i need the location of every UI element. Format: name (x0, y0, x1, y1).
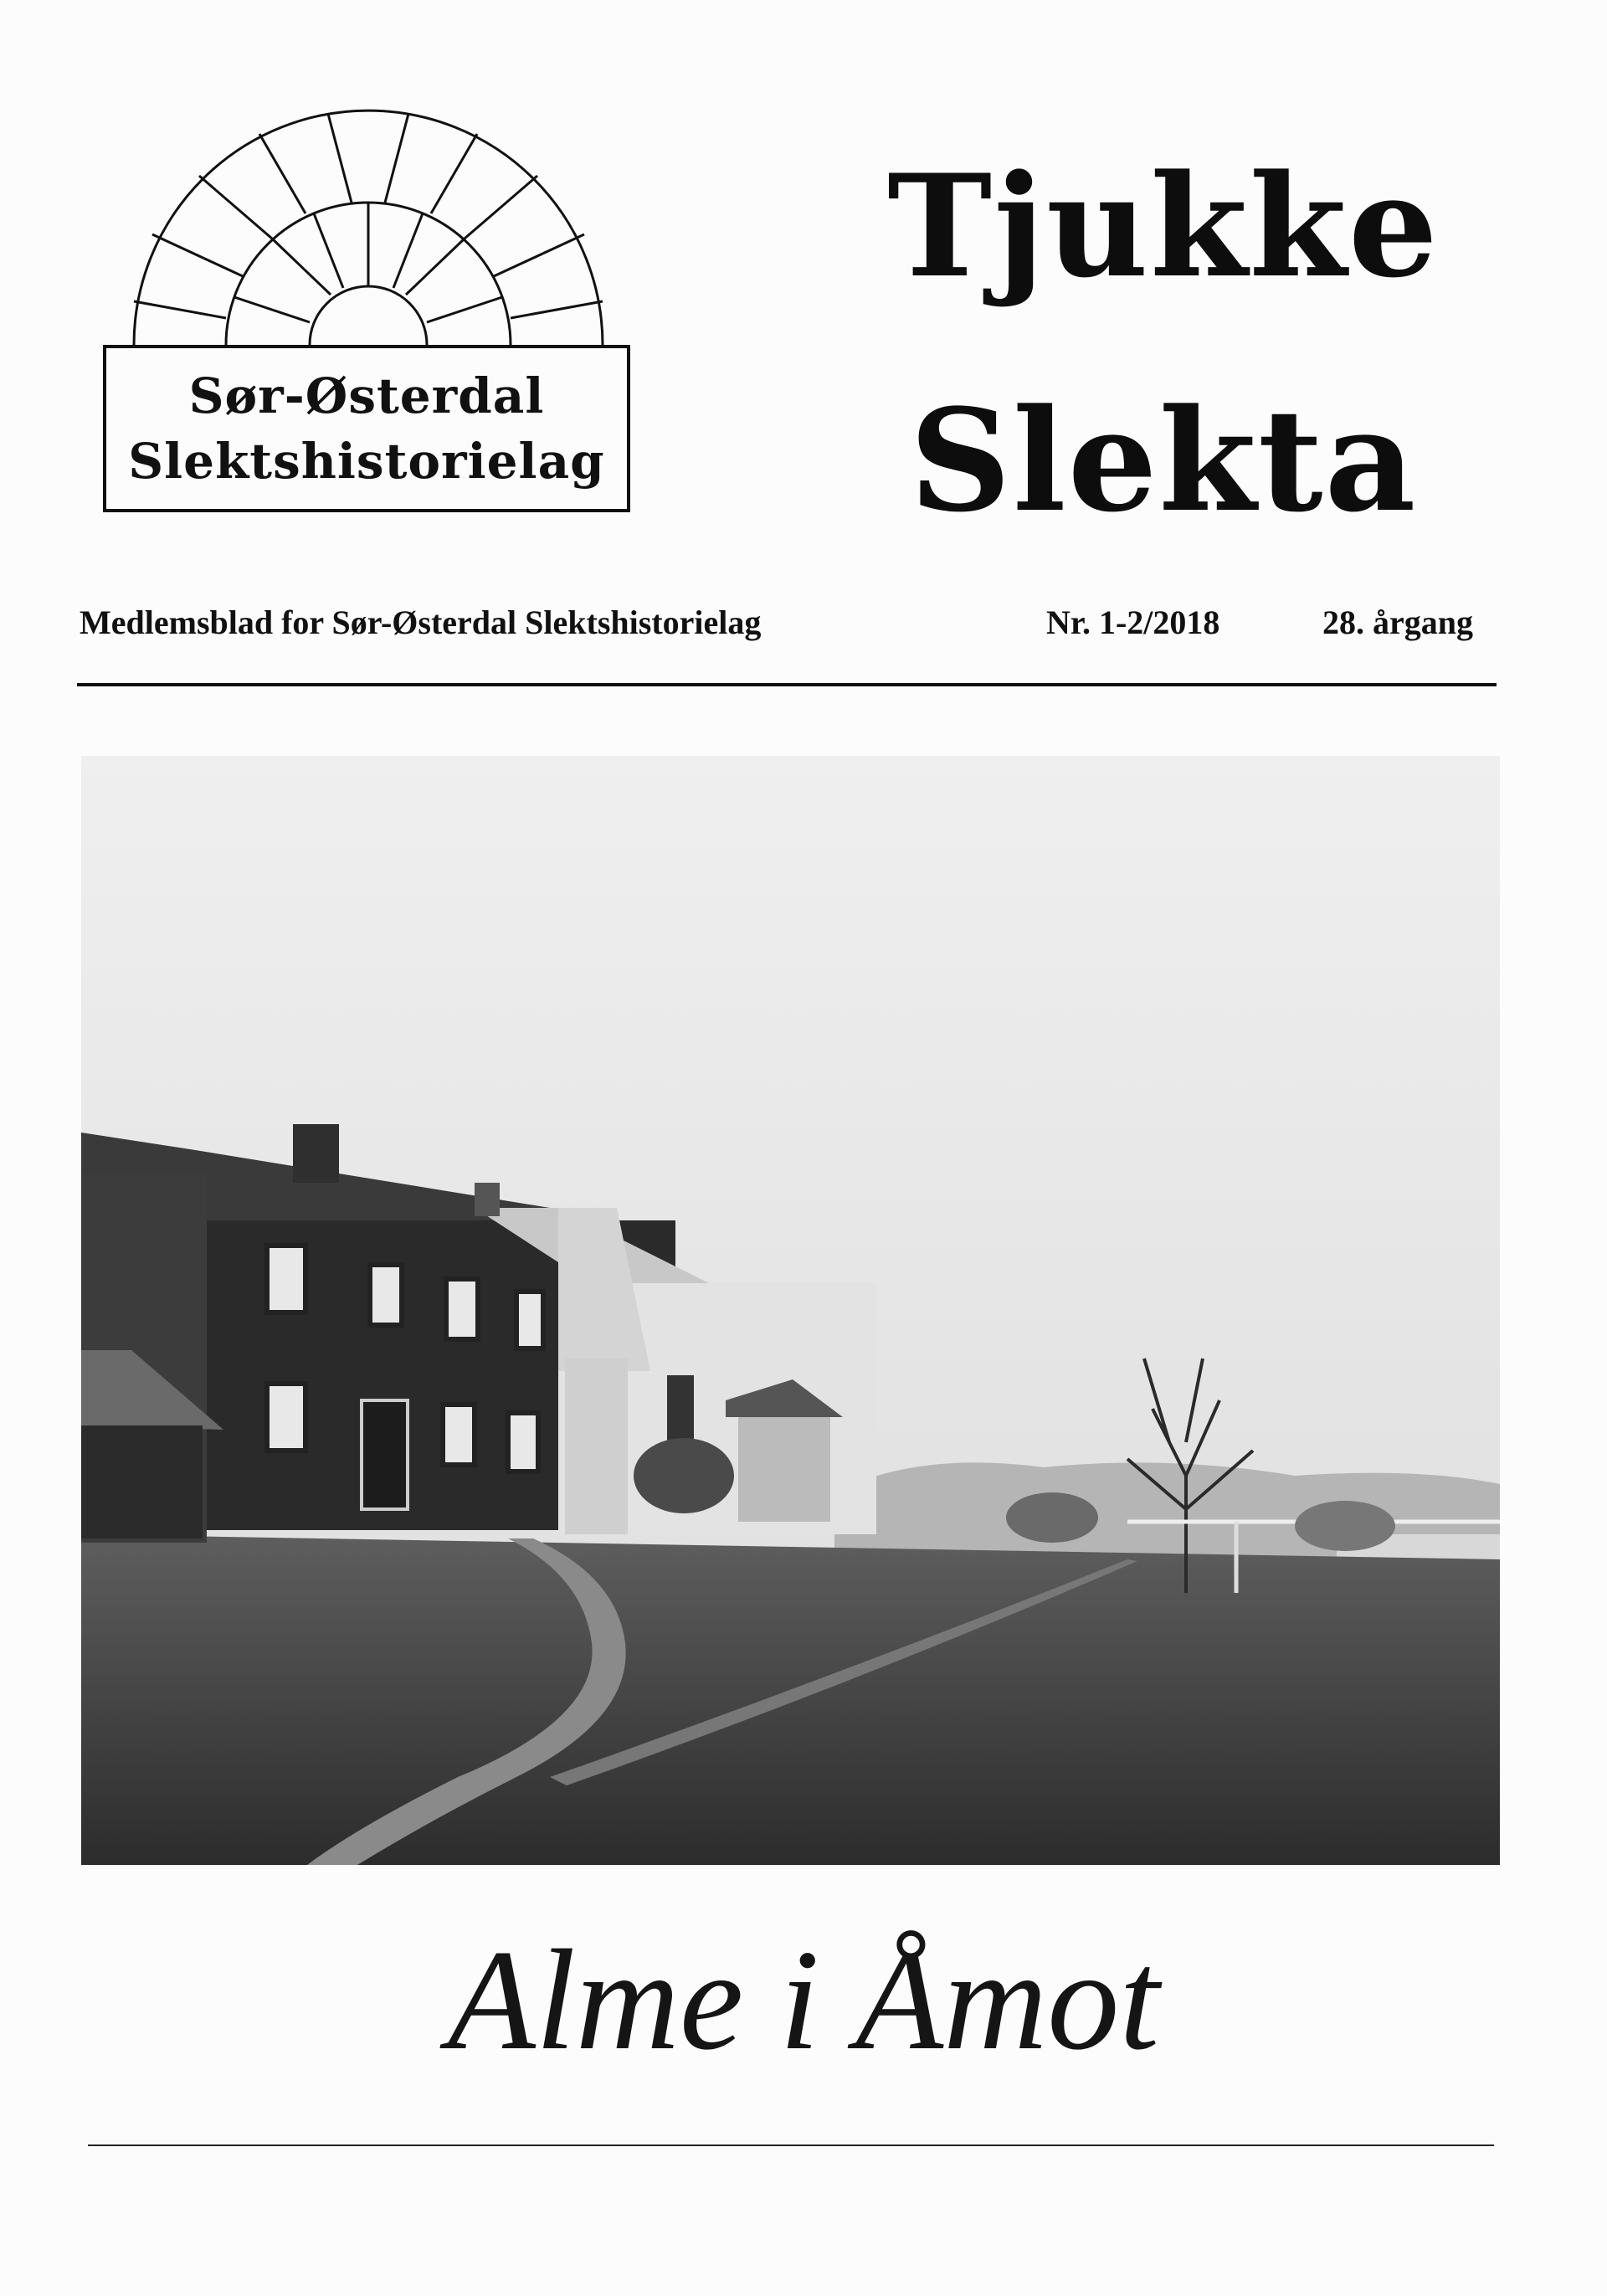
farmhouse-image (81, 756, 1500, 1865)
farm-photo (81, 756, 1500, 1865)
footer-divider (88, 2144, 1494, 2146)
header-divider (77, 683, 1497, 686)
issue-number: Nr. 1-2/2018 (1046, 604, 1220, 641)
magazine-title-line-2: Slekta (909, 378, 1418, 543)
magazine-title (870, 109, 1456, 578)
logo-line-2: Slektshistorielag (128, 433, 605, 490)
logo-nameplate (103, 345, 630, 512)
society-logo (100, 109, 636, 523)
magazine-title-line-1: Tjukke (887, 143, 1440, 309)
fan-window-icon (100, 109, 636, 360)
cover-headline: Alme i Åmot (447, 1921, 1160, 2080)
volume-number: 28. årgang (1322, 604, 1473, 641)
magazine-subtitle: Medlemsblad for Sør-Østerdal Slektshistorielag (80, 604, 762, 641)
logo-line-1: Sør-Østerdal (188, 367, 545, 424)
